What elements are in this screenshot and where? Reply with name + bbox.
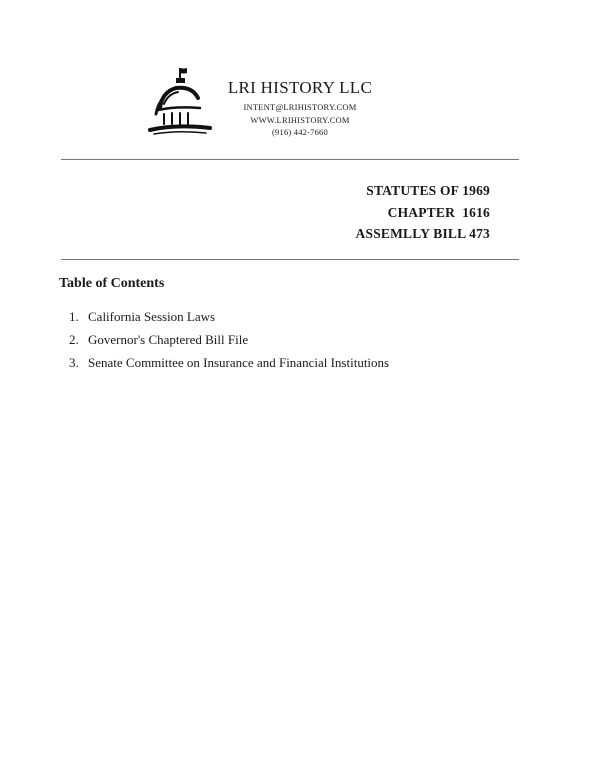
toc-item	[69, 351, 389, 374]
statute-chapter: CHAPTER 1616	[387, 204, 490, 220]
toc-item-number: 1.	[69, 309, 79, 324]
company-email: INTENT@LRIHISTORY.COM	[243, 102, 357, 112]
company-name: LRI HISTORY LLC	[227, 78, 373, 97]
statute-year: STATUTES OF 1969	[366, 183, 490, 198]
company-website: WWW.LRIHISTORY.COM	[250, 114, 350, 125]
toc-item-number: 3.	[69, 355, 79, 370]
letterhead	[220, 78, 380, 139]
company-phone: (916) 442-7660	[272, 127, 328, 137]
capitol-dome-icon	[146, 64, 214, 138]
toc-item-label: California Session Laws	[88, 309, 216, 324]
toc-item	[69, 305, 389, 328]
toc-list	[69, 305, 389, 374]
toc-item-number: 2.	[69, 332, 79, 347]
bottom-divider	[61, 259, 519, 260]
toc-heading: Table of Contents	[59, 276, 165, 291]
statute-bill: ASSEMLLY BILL 473	[355, 226, 490, 241]
toc-item	[69, 328, 389, 351]
toc-item-label: Senate Committee on Insurance and Financial Institutions	[88, 355, 390, 370]
statute-info	[356, 180, 490, 245]
toc-item-label: Governor's Chaptered Bill File	[88, 332, 249, 347]
top-divider	[61, 159, 519, 160]
